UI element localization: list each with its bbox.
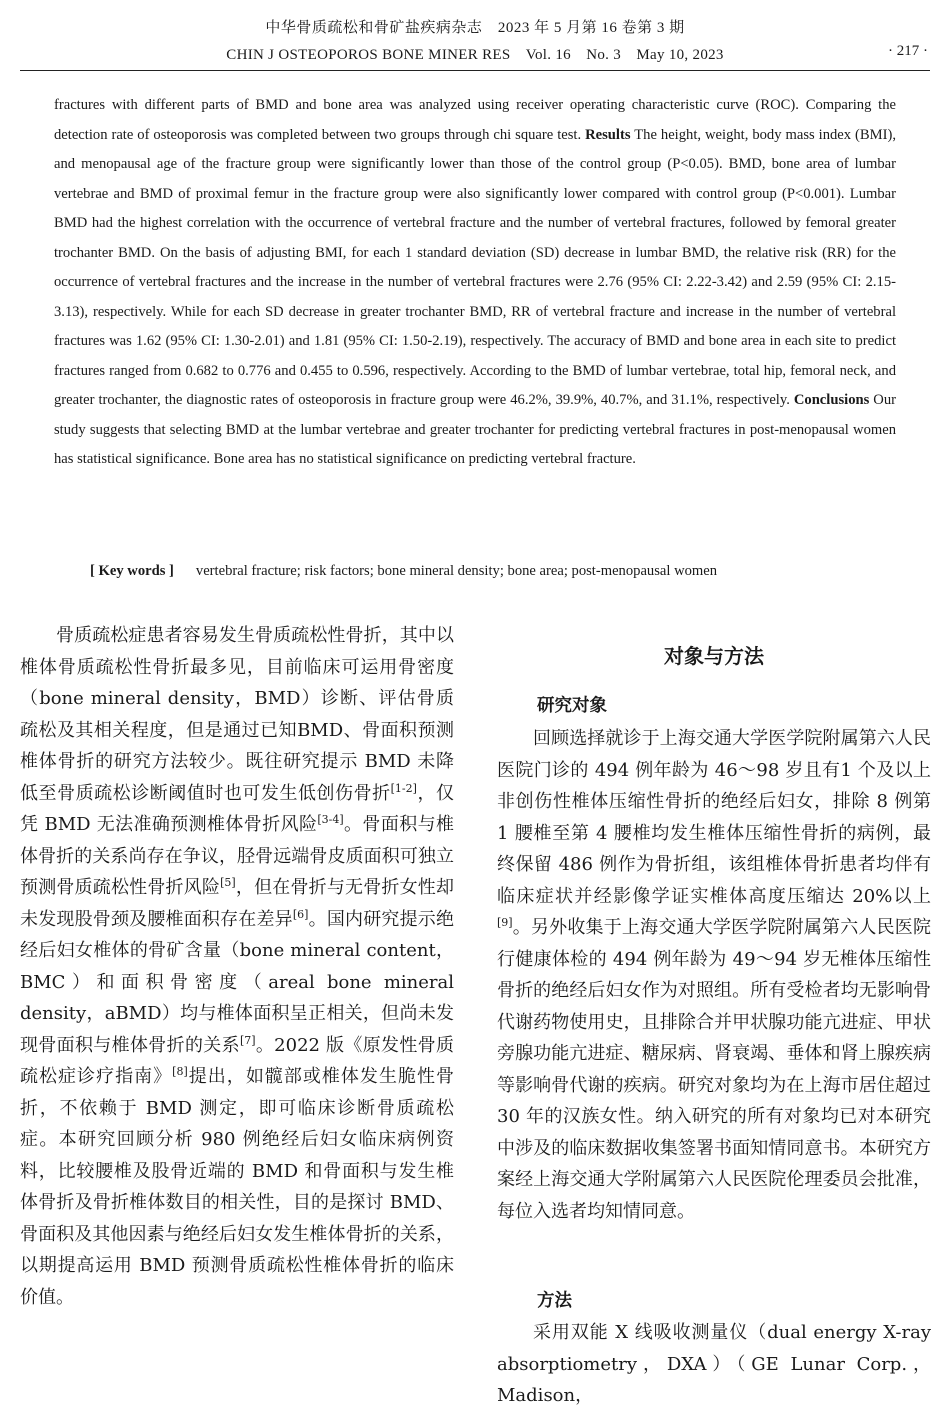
intro-text: 。骨面积与椎体骨折的关系尚存在争议，胫骨远端骨皮质面积可独立预测骨质疏松性骨折风险 [20,814,454,898]
keywords-line [90,563,717,580]
citation: [5] [220,876,236,889]
subjects-paragraph [497,723,931,1227]
keywords-label: [ Key words ] [90,563,174,579]
abstract-paragraph [54,91,896,475]
citation: [7] [239,1033,256,1047]
citation: [8] [172,1065,188,1078]
intro-text: 。2022 版《原发性骨质疏松症诊疗指南》 [20,1034,455,1087]
section-title: 对象与方法 [664,644,764,668]
subjects-text: 。另外收集于上海交通大学医学院附属第六人民医院行健康体检的 494 例年龄为 49～94 岁无椎体压缩性骨折的绝经后妇女作为对照组。所有受检者均无影响骨代谢药物使用史，且排除合并甲状腺功能亢进症、甲状旁腺功能亢进症、糖尿病、肾衰竭、垂体和肾上腺疾病等影响骨代谢的疾病。研究对象均为在上海市居住超过 30 年的汉族女性。纳入研究的所有对象均已对本研究中涉及的临床数据收集签署书面知情同意书。本研究方案经上海交通大学附属第六人民医院伦理委员会批准，每位入选者均知情同意。 [497,917,931,1222]
subheading-methods: 方法 [537,1291,572,1311]
intro-text: ，仅凭 BMD 无法准确预测椎体骨折风险 [20,782,455,835]
introduction-paragraph [20,620,454,1313]
keywords-text: vertebral fracture; risk factors; bone mineral density; bone area; post-menopausal women [195,563,718,579]
intro-text: 。国内研究提示绝经后妇女椎体的骨矿含量（bone mineral content，BMC）和面积骨密度（areal bone mineral density，aBMD）均与椎体面积呈正相关，但尚未发现骨面积与椎体骨折的关系 [20,908,455,1056]
results-label: Results [585,126,631,143]
citation: [1-2] [390,781,417,795]
intro-text: 骨质疏松症患者容易发生骨质疏松性骨折，其中以椎体骨质疏松性骨折最多见，目前临床可运用骨密度（bone mineral density，BMD）诊断、评估骨质疏松及其相关程度，但是通过已知BMD、骨面积预测椎体骨折的研究方法较少。既往研究提示 BMD 未降低至骨质疏松诊断阈值时也可发生低创伤骨折 [20,625,454,804]
introduction-column [20,620,454,1313]
subheading-subjects: 研究对象 [537,696,607,716]
conclusions-label: Conclusions [793,392,870,408]
subjects-column [497,723,931,1227]
page-number: · 217 · [888,43,928,59]
citation: [6] [292,907,309,921]
abstract-results-text: The height, weight, body mass index (BMI), and menopausal age of the fracture group were significantly lower than those of the control group (P<0.05). BMD, bone area of lumbar vertebrae and BMD of proximal femur in the fracture group were also significantly lower compared with control group (P<0.001). Lumbar BMD had the highest correlation with the occurrence of vertebral fracture and the number of vertebral fractures, followed by femoral greater trochanter BMD. On the basis of adjusting BMI, for each 1 standard deviation (SD) decrease in lumbar BMD, the relative risk (RR) for the occurrence of vertebral fractures and the increase in the number of vertebral fractures were 2.76 (95% CI: 2.22-3.42) and 2.59 (95% CI: 2.15-3.13), respectively. While for each SD decrease in greater trochanter BMD, RR of vertebral fracture and increase in the number of vertebral fractures was 1.62 (95% CI: 1.30-2.01) and 1.81 (95% CI: 1.50-2.19), respectively. The accuracy of BMD and bone area in each site to predict fractures ranged from 0.682 to 0.776 and 0.455 to 0.596, respectively. According to the BMD of lumbar vertebrae, total hip, femoral neck, and greater trochanter, the diagnostic rates of osteoporosis in fracture group were 46.2%, 39.9%, 40.7%, and 31.1%, respectively. [54,126,896,408]
methods-column [497,1317,931,1412]
methods-paragraph [497,1317,931,1412]
abstract-methods-text: fractures with different parts of BMD and bone area was analyzed using receiver operating characteristic curve (ROC). Comparing the detection rate of osteoporosis was completed between two groups through chi square test. [54,97,896,143]
intro-text: ，但在骨折与无骨折女性却未发现股骨颈及腰椎面积存在差异 [20,877,455,930]
english-abstract [54,91,896,475]
intro-text: 提出，如髋部或椎体发生脆性骨折，不依赖于 BMD 测定，即可临床诊断骨质疏松症。本研究回顾分析 980 例绝经后妇女临床病例资料，比较腰椎及股骨近端的 BMD 和骨面积与发生椎体骨折及骨折椎体数目的相关性，目的是探讨 BMD、骨面积及其他因素与绝经后妇女发生椎体骨折的关系，以期提高运用 BMD 预测骨质疏松性椎体骨折的临床价值。 [20,1066,455,1308]
subjects-text: 回顾选择就诊于上海交通大学医学院附属第六人民医院门诊的 494 例年龄为 46～98 岁且有1 个及以上非创伤性椎体压缩性骨折的绝经后妇女，排除 8 例第 1 腰椎至第 4 腰椎均发生椎体压缩性骨折的病例，最终保留 486 例作为骨折组，该组椎体骨折患者均伴有临床症状并经影像学证实椎体高度压缩达 20%以上 [497,728,931,907]
citation: [3-4] [317,813,344,826]
journal-header-english: CHIN J OSTEOPOROS BONE MINER RES Vol. 16 No. 3 May 10, 2023 [226,47,724,63]
header-divider [20,70,930,71]
abstract-conclusions-text: Our study suggests that selecting BMD at the lumbar vertebrae and greater trochanter for predicting vertebral fractures in post-menopausal women has statistical significance. Bone area has no statistical significance on predicting vertebral fracture. [54,392,896,467]
journal-header-chinese: 中华骨质疏松和骨矿盐疾病杂志 2023 年 5 月第 16 卷第 3 期 [265,20,685,36]
citation: [9] [497,916,513,929]
methods-text: 采用双能 X 线吸收测量仪（dual energy X-ray absorptiometry，DXA）（GE Lunar Corp.，Madison， [497,1322,931,1406]
